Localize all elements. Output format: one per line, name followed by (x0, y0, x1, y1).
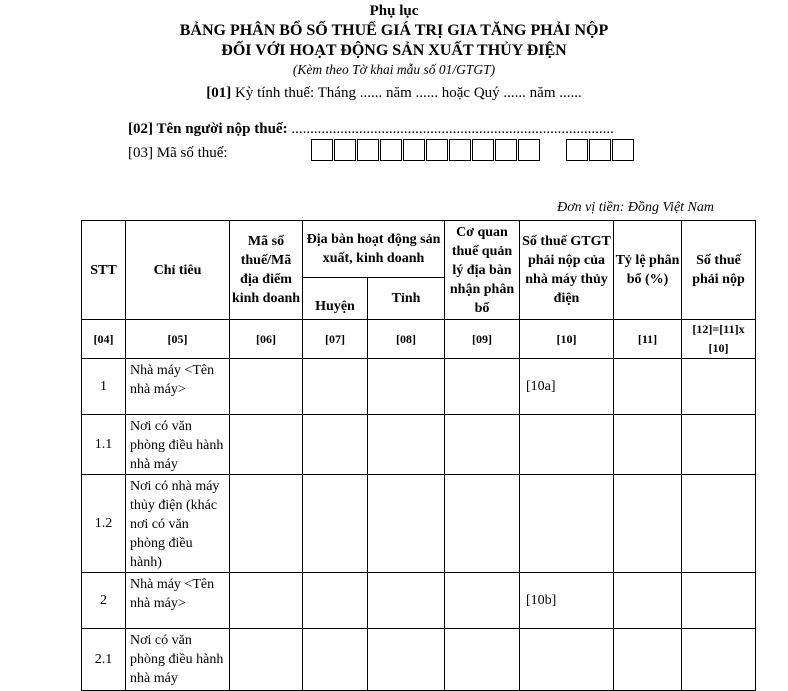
table-cell[interactable] (445, 415, 520, 475)
column-code: [12]=[11]x [10] (682, 320, 756, 359)
tax-code-boxes-branch[interactable] (566, 139, 635, 161)
table-cell[interactable] (614, 475, 682, 573)
column-code: [09] (445, 320, 520, 359)
table-row (82, 415, 756, 475)
taxpayer-name-dots[interactable]: ...................................................................................... (287, 121, 614, 137)
header-stt: STT (82, 221, 126, 320)
tax-code-digit-box[interactable] (334, 139, 356, 161)
row-stt: 2 (82, 573, 126, 629)
table-cell[interactable] (445, 629, 520, 691)
row-label: Nơi có văn phòng điều hành nhà máy (126, 415, 230, 475)
tax-code-digit-box[interactable] (472, 139, 494, 161)
tax-period-line (0, 85, 788, 102)
table-cell[interactable] (682, 629, 756, 691)
column-code: [10] (520, 320, 614, 359)
tax-code-digit-box[interactable] (495, 139, 517, 161)
table-cell[interactable] (445, 359, 520, 415)
table-cell[interactable] (614, 359, 682, 415)
row-label: Nhà máy <Tên nhà máy> (126, 573, 230, 629)
table-cell[interactable] (445, 475, 520, 573)
table-row (82, 573, 756, 629)
column-codes-row (82, 320, 756, 359)
table-row (82, 359, 756, 415)
table-cell[interactable] (303, 629, 368, 691)
column-code: [08] (368, 320, 445, 359)
row-vat-amount[interactable] (520, 629, 614, 691)
tax-code-digit-box[interactable] (589, 139, 611, 161)
header-ma-so-thue: Mã số thuế/Mã địa điểm kinh doanh (230, 221, 303, 320)
header-huyen: Huyện (303, 278, 368, 320)
tax-code-digit-box[interactable] (449, 139, 471, 161)
row-stt: 1.1 (82, 415, 126, 475)
header-chi-tieu: Chỉ tiêu (126, 221, 230, 320)
column-code: [06] (230, 320, 303, 359)
table-cell[interactable] (230, 415, 303, 475)
taxpayer-name-label: [02] Tên người nộp thuế: (128, 121, 288, 137)
row-vat-amount[interactable] (520, 475, 614, 573)
tax-code-digit-box[interactable] (357, 139, 379, 161)
allocation-table (81, 220, 756, 691)
tax-code-digit-box[interactable] (612, 139, 634, 161)
appendix-label: Phụ lục (369, 3, 419, 19)
table-cell[interactable] (303, 359, 368, 415)
table-cell[interactable] (368, 573, 445, 629)
row-stt: 1.2 (82, 475, 126, 573)
table-row (82, 629, 756, 691)
form-title-line1: BẢNG PHÂN BỔ SỐ THUẾ GIÁ TRỊ GIA TĂNG PHẢI NỘP (179, 22, 609, 39)
row-stt: 2.1 (82, 629, 126, 691)
form-subtitle: (Kèm theo Tờ khai mẫu số 01/GTGT) (292, 62, 496, 77)
header-so-thue-phai-nop: Số thuế phải nộp (682, 221, 756, 320)
header-so-thue-gtgt: Số thuế GTGT phải nộp của nhà máy thủy điện (520, 221, 614, 320)
header-dia-ban: Địa bàn hoạt động sản xuất, kinh doanh (303, 221, 445, 278)
column-code: [04] (82, 320, 126, 359)
row-label: Nhà máy <Tên nhà máy> (126, 359, 230, 415)
table-cell[interactable] (614, 415, 682, 475)
table-cell[interactable] (230, 475, 303, 573)
table-cell[interactable] (368, 629, 445, 691)
currency-unit: Đơn vị tiền: Đồng Việt Nam (557, 200, 714, 215)
table-cell[interactable] (303, 573, 368, 629)
table-cell[interactable] (682, 573, 756, 629)
table-cell[interactable] (682, 475, 756, 573)
column-code: [05] (126, 320, 230, 359)
table-cell[interactable] (230, 359, 303, 415)
row-vat-amount[interactable]: [10a] (520, 359, 614, 415)
table-cell[interactable] (368, 359, 445, 415)
tax-code-digit-box[interactable] (380, 139, 402, 161)
column-code: [07] (303, 320, 368, 359)
table-cell[interactable] (368, 475, 445, 573)
header-tinh: Tỉnh (368, 278, 445, 320)
header-ty-le: Tỷ lệ phân bổ (%) (614, 221, 682, 320)
row-label: Nơi có nhà máy thủy điện (khác nơi có văn phòng điều hành) (126, 475, 230, 573)
table-cell[interactable] (445, 573, 520, 629)
row-vat-amount[interactable]: [10b] (520, 573, 614, 629)
table-cell[interactable] (614, 573, 682, 629)
table-cell[interactable] (368, 415, 445, 475)
tax-code-digit-box[interactable] (403, 139, 425, 161)
table-cell[interactable] (682, 415, 756, 475)
table-cell[interactable] (230, 629, 303, 691)
tax-code-digit-box[interactable] (426, 139, 448, 161)
tax-code-boxes-main[interactable] (311, 139, 541, 161)
tax-period-code: [01] (206, 85, 232, 101)
header-co-quan-thue: Cơ quan thuế quản lý địa bàn nhận phân bổ (445, 221, 520, 320)
table-cell[interactable] (303, 415, 368, 475)
row-label: Nơi có văn phòng điều hành nhà máy (126, 629, 230, 691)
tax-code-digit-box[interactable] (518, 139, 540, 161)
tax-code-label: [03] Mã số thuế: (128, 145, 228, 161)
table-cell[interactable] (230, 573, 303, 629)
table-cell[interactable] (682, 359, 756, 415)
form-title-line2: ĐỐI VỚI HOẠT ĐỘNG SẢN XUẤT THỦY ĐIỆN (221, 42, 567, 59)
tax-code-digit-box[interactable] (566, 139, 588, 161)
tax-period-text[interactable]: Kỳ tính thuế: Tháng ...... năm ...... hoặc Quý ...... năm ...... (231, 85, 582, 101)
table-row (82, 475, 756, 573)
taxpayer-name-field[interactable] (128, 121, 614, 138)
row-vat-amount[interactable] (520, 415, 614, 475)
table-cell[interactable] (303, 475, 368, 573)
table-cell[interactable] (614, 629, 682, 691)
tax-code-digit-box[interactable] (311, 139, 333, 161)
column-code: [11] (614, 320, 682, 359)
row-stt: 1 (82, 359, 126, 415)
